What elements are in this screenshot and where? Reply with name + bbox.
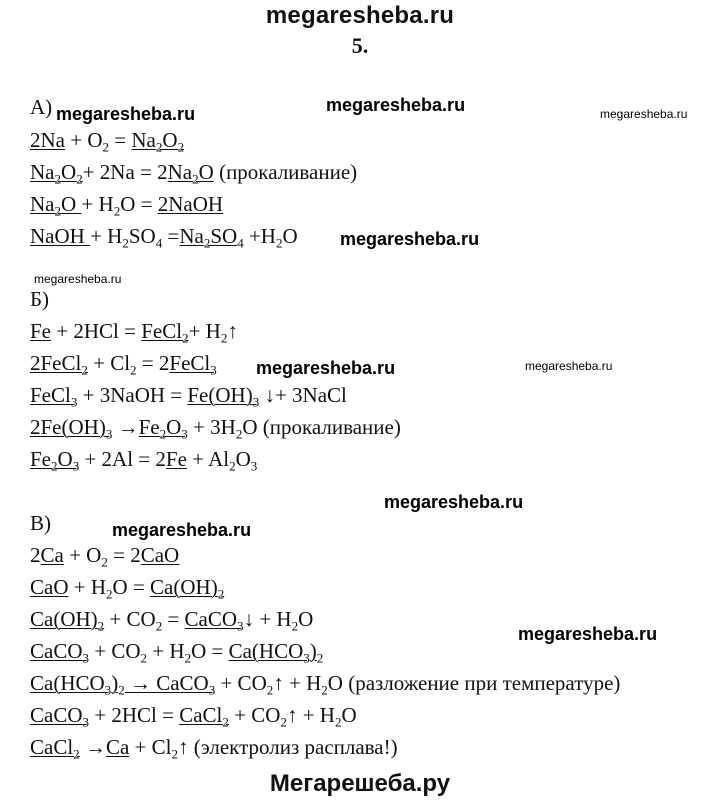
watermark: megaresheba.ru (256, 358, 396, 378)
equation-c-7: CaCl$_2$ $\to Ca + Cl_2↑$ (электролиз расплава!) (30, 735, 398, 762)
section-b-label: Б) (30, 287, 50, 311)
section-a-label: А) (30, 95, 53, 119)
equation-c-2: CaO + $H_2O = Ca(OH)_2$ (30, 575, 225, 602)
equation-c-5: $Ca(HCO_3)_2$ → CaCO$_3$ + $CO_2↑ + H_2O$ (разложение при температуре) (30, 671, 621, 698)
watermark: megaresheba.ru (600, 107, 688, 121)
site-title: megaresheba.ru (265, 2, 455, 29)
equation-a-3: $Na_2O + H_2O$ = 2NaOH (30, 192, 224, 219)
equation-b-5: $Fe_2O_3 + 2Al = 2Fe + Al_2O_3$ (30, 447, 258, 474)
equation-a-1: $2Na + O_2 = Na_2O_2$ (30, 128, 185, 155)
equation-b-1: Fe + 2HCl = FeCl$_2$+ $H_2↑$ (30, 319, 238, 346)
equation-a-2: $Na_2O_2+ 2Na = 2Na_2O$ (прокаливание) (30, 160, 358, 187)
equation-c-6: CaCO$_3$ + 2HCl = CaCl$_2$ + $CO_2↑ + H_2O$ (30, 703, 357, 730)
equation-c-3: $Ca(OH)_2 + CO_2$ = CaCO$_3$↓ + $H_2O$ (30, 607, 314, 634)
problem-number: 5. (351, 33, 369, 58)
watermark: megaresheba.ru (525, 359, 613, 373)
watermark: megaresheba.ru (56, 104, 196, 124)
watermark: megaresheba.ru (326, 95, 466, 115)
footer-site-title: Мегарешеба.ру (269, 770, 451, 797)
equation-b-2: 2FeCl$_2$ + $Cl_2$ = 2FeCl$_3$ (30, 351, 217, 378)
equation-b-4: $2Fe(OH)_3 \to Fe_2O_3 + 3H_2O$ (прокаливание) (30, 415, 401, 442)
watermark: megaresheba.ru (112, 520, 252, 540)
equation-b-3: FeCl$_3$ + 3NaOH = $Fe(OH)_3$ ↓+ 3NaCl (30, 383, 347, 410)
watermark: megaresheba.ru (34, 272, 122, 286)
equation-c-1: $2Ca + O_2 = 2CaO$ (30, 543, 180, 570)
section-c-label: В) (30, 511, 51, 535)
watermark: megaresheba.ru (518, 624, 658, 644)
equation-c-4: CaCO$_3$ + $CO_2 + H_2O = Ca(HCO_3)_2$ (30, 639, 324, 666)
watermark: megaresheba.ru (340, 229, 480, 249)
watermark: megaresheba.ru (384, 492, 524, 512)
equation-a-4: NaOH + $H_2SO_4 =Na_2SO_4 +H_2O$ (30, 224, 298, 251)
